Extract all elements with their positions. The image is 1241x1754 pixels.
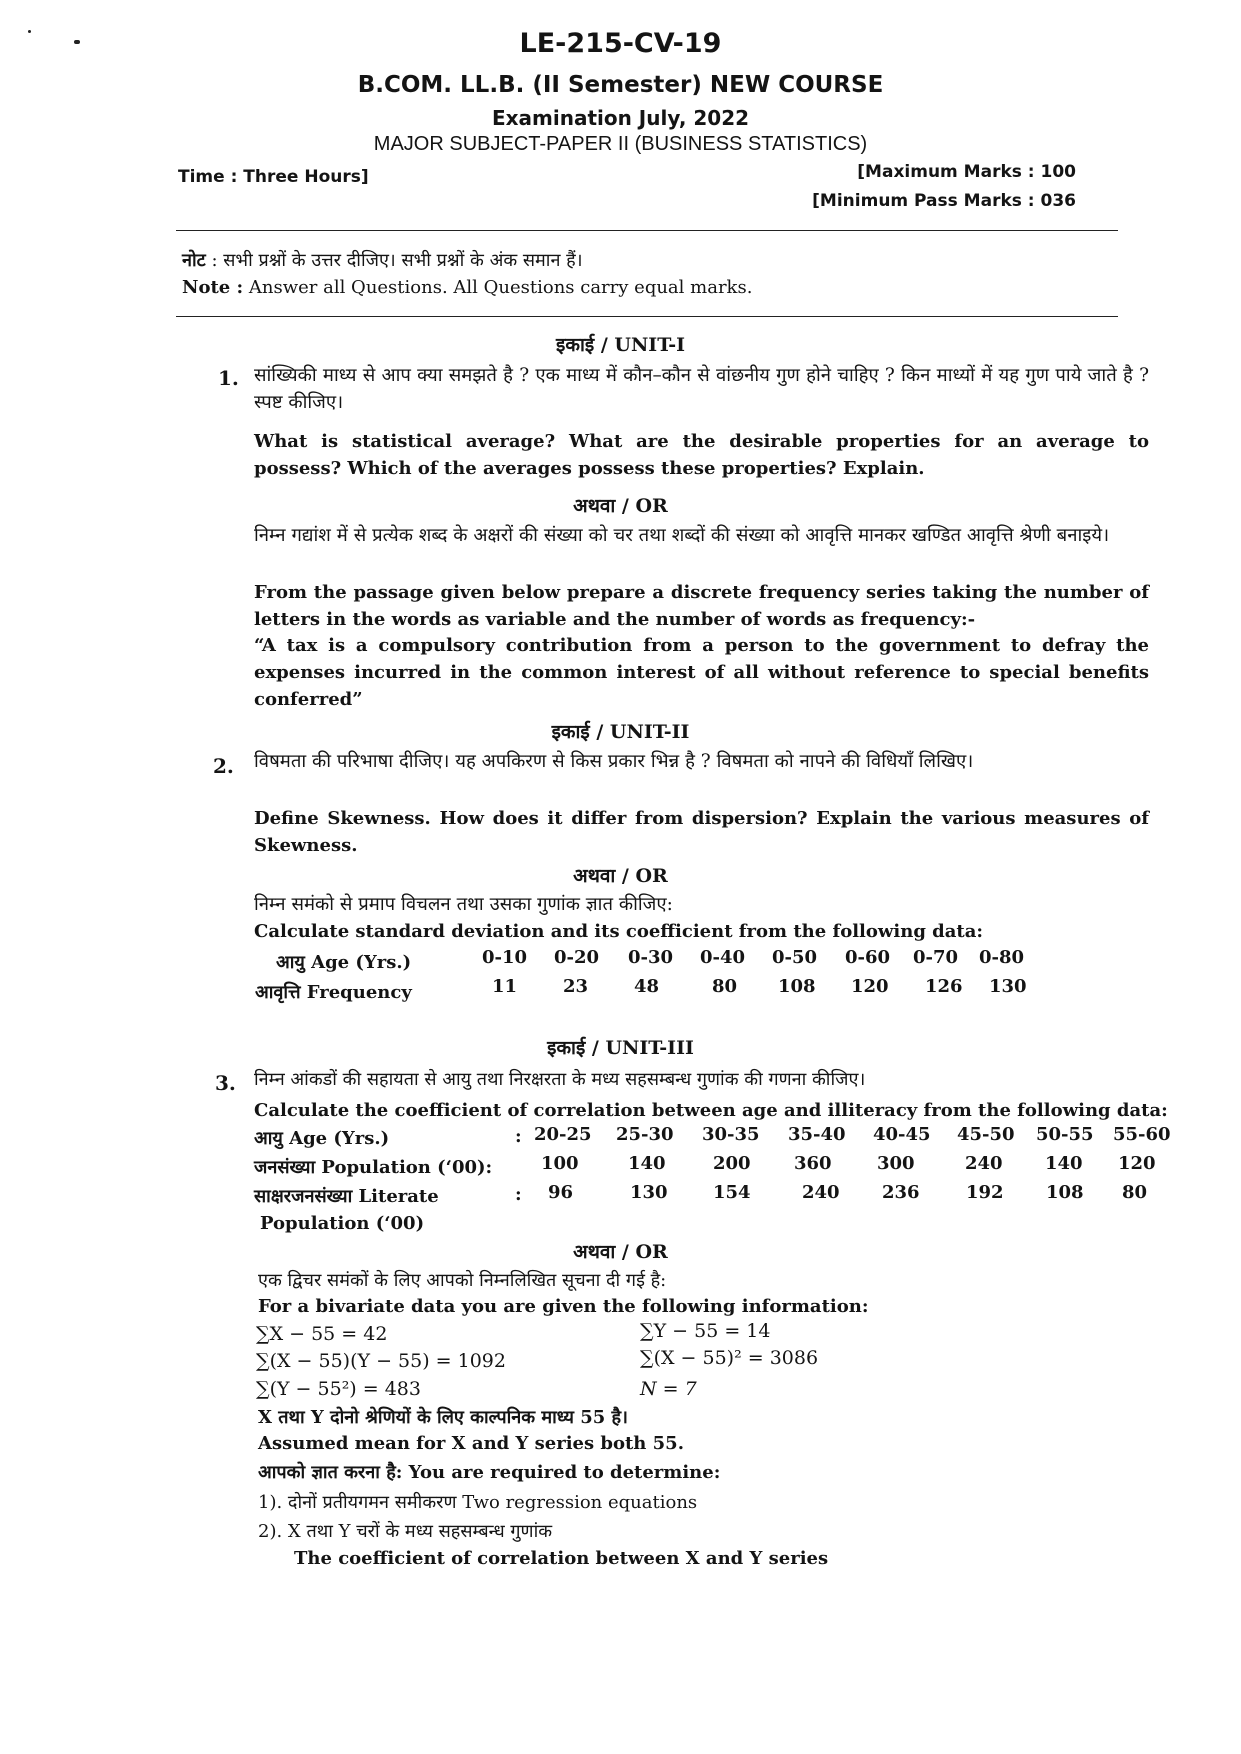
q3-age-cell: 45-50 (957, 1124, 1015, 1145)
or-label: अथवा / OR (573, 1241, 668, 1263)
q3-literate-label-cont: Population (‘00) (260, 1213, 425, 1234)
q2-frequency-cell: 108 (778, 976, 816, 997)
question-2-english: Define Skewness. How does it differ from dispersion? Explain the various measures of Skewness. (254, 808, 1149, 856)
question-3-english: Calculate the coefficient of correlation between age and illiteracy from the following data: (254, 1100, 1168, 1121)
equation-sum-xy: ∑(X − 55)(Y − 55) = 1092 (256, 1350, 506, 1372)
q3-population-cell: 100 (541, 1153, 579, 1174)
question-3-hindi: निम्न आंकडों की सहायता से आयु तथा निरक्षरता के मध्य सहसम्बन्ध गुणांक की गणना कीजिए। (254, 1069, 866, 1090)
unit-2-label: इकाई / UNIT-II (551, 721, 690, 743)
q2-age-cell: 0-10 (482, 947, 528, 968)
q3-population-cell: 300 (877, 1153, 915, 1174)
q3-age-cell: 50-55 (1036, 1124, 1094, 1145)
q3-population-cell: 360 (794, 1153, 832, 1174)
q3-literate-cell: 80 (1122, 1182, 1148, 1203)
q3-age-cell: 20-25 (534, 1124, 592, 1145)
subject-title: MAJOR SUBJECT-PAPER II (BUSINESS STATISTICS) (373, 133, 868, 155)
note-english-label: Note : (182, 277, 244, 298)
divider-bottom (176, 316, 1118, 317)
q3-population-cell: 240 (965, 1153, 1003, 1174)
q3-literate-cell: 192 (966, 1182, 1004, 1203)
q2-age-cell: 0-40 (700, 947, 746, 968)
question-1-or-english: From the passage given below prepare a discrete frequency series taking the number of letters in the words as variable and the number of words as frequency:- (254, 582, 1149, 630)
minimum-pass-marks: [Minimum Pass Marks : 036 (812, 191, 1076, 211)
assumed-mean-hindi: X तथा Y दोनो श्रेणियों के लिए काल्पनिक माध्य 55 है। (258, 1407, 628, 1428)
q2-age-cell: 0-70 (913, 947, 959, 968)
or-label: अथवा / OR (573, 865, 668, 887)
q2-frequency-cell: 11 (492, 976, 518, 997)
q3-literate-cell: 154 (713, 1182, 751, 1203)
question-2-or-hindi: निम्न समंको से प्रमाप विचलन तथा उसका गुणांक ज्ञात कीजिए: (254, 894, 673, 915)
q3-age-colon: : (515, 1126, 522, 1147)
note-english-text: Answer all Questions. All Questions carry equal marks. (248, 277, 753, 298)
q2-age-cell: 0-20 (554, 947, 600, 968)
q2-frequency-cell: 126 (925, 976, 963, 997)
q3-literate-cell: 236 (882, 1182, 920, 1203)
unit-3-label: इकाई / UNIT-III (547, 1037, 694, 1059)
q3-age-cell: 40-45 (873, 1124, 931, 1145)
q3-age-cell: 25-30 (616, 1124, 674, 1145)
unit-2-heading (0, 718, 1241, 744)
paper-code: LE-215-CV-19 (519, 28, 722, 59)
q3-population-cell: 200 (713, 1153, 751, 1174)
q2-frequency-label: आवृत्ति Frequency (255, 982, 412, 1003)
q2-frequency-cell: 80 (712, 976, 738, 997)
q3-literate-cell: 240 (802, 1182, 840, 1203)
q2-age-cell: 0-60 (845, 947, 891, 968)
q2-age-cell: 0-30 (628, 947, 674, 968)
note-hindi (182, 248, 583, 272)
q2-frequency-cell: 130 (989, 976, 1027, 997)
question-3-or-english: For a bivariate data you are given the following information: (258, 1296, 869, 1317)
or-label: अथवा / OR (573, 495, 668, 517)
q3-literate-colon: : (515, 1184, 522, 1205)
time-allowed: Time : Three Hours] (178, 167, 369, 187)
q3-population-cell: 120 (1118, 1153, 1156, 1174)
course-title: B.COM. LL.B. (II Semester) NEW COURSE (357, 72, 884, 98)
question-3-or (0, 1238, 1241, 1264)
divider-top (176, 230, 1118, 231)
question-1-number: 1. (218, 366, 239, 390)
question-2-or (0, 862, 1241, 888)
question-2-number: 2. (213, 754, 234, 778)
equation-sum-x: ∑X − 55 = 42 (256, 1323, 388, 1345)
question-3-or-hindi: एक द्विचर समंकों के लिए आपको निम्नलिखित सूचना दी गई है: (258, 1270, 667, 1291)
q3-literate-cell: 96 (548, 1182, 574, 1203)
assumed-mean-english: Assumed mean for X and Y series both 55. (258, 1433, 684, 1454)
q3-age-cell: 55-60 (1113, 1124, 1171, 1145)
exam-session: Examination July, 2022 (491, 106, 750, 130)
note-english (182, 277, 752, 298)
q2-age-cell: 0-50 (772, 947, 818, 968)
q3-age-cell: 35-40 (788, 1124, 846, 1145)
determine-item-2: 2). X तथा Y चरों के मध्य सहसम्बन्ध गुणांक (258, 1521, 553, 1542)
q3-literate-label: साक्षरजनसंख्या Literate (254, 1186, 439, 1207)
note-hindi-text: : सभी प्रश्नों के उत्तर दीजिए। सभी प्रश्नों के अंक समान हैं। (211, 250, 583, 271)
question-2-or-english: Calculate standard deviation and its coefficient from the following data: (254, 921, 984, 942)
unit-1-label: इकाई / UNIT-I (556, 334, 685, 356)
question-2-hindi: विषमता की परिभाषा दीजिए। यह अपकिरण से किस प्रकार भिन्न है ? विषमता को नापने की विधियाँ लिखिए। (254, 751, 974, 772)
determine-item-1: 1). दोनों प्रतीयगमन समीकरण Two regression equations (258, 1492, 698, 1513)
q3-age-label: आयु Age (Yrs.) (254, 1128, 390, 1149)
q2-frequency-cell: 120 (851, 976, 889, 997)
equation-sum-y-squared: ∑(Y − 55²) = 483 (256, 1378, 421, 1400)
q3-literate-cell: 130 (630, 1182, 668, 1203)
equation-sum-y: ∑Y − 55 = 14 (640, 1320, 771, 1342)
unit-3-heading (0, 1034, 1241, 1060)
question-1-hindi: सांख्यिकी माध्य से आप क्या समझते है ? एक माध्य में कौन–कौन से वांछनीय गुण होने चाहिए ? किन माध्यों में यह गुण पाये जाते है ? स्पष्ट कीजिए। (254, 365, 1149, 413)
question-3-number: 3. (215, 1071, 236, 1095)
determine-heading: आपको ज्ञात करना है: You are required to determine: (258, 1462, 721, 1483)
q3-population-cell: 140 (1045, 1153, 1083, 1174)
q2-age-label: आयु Age (Yrs.) (276, 952, 412, 973)
unit-1-heading (0, 331, 1241, 357)
question-1-or (0, 492, 1241, 518)
q3-population-label: जनसंख्या Population (‘00): (254, 1157, 493, 1178)
q3-population-cell: 140 (628, 1153, 666, 1174)
note-hindi-label: नोट (182, 250, 206, 271)
maximum-marks: [Maximum Marks : 100 (857, 162, 1076, 182)
question-1-passage: “A tax is a compulsory contribution from a person to the government to defray the expenses incurred in the common interest of all without reference to special benefits conferred” (254, 635, 1149, 710)
q3-literate-cell: 108 (1046, 1182, 1084, 1203)
q2-age-cell: 0-80 (979, 947, 1025, 968)
q3-age-cell: 30-35 (702, 1124, 760, 1145)
equation-sum-x-squared: ∑(X − 55)² = 3086 (640, 1347, 819, 1369)
q2-frequency-cell: 48 (634, 976, 660, 997)
question-1-english: What is statistical average? What are the desirable properties for an average to possess? Which of the averages possess these properties? Explain. (254, 431, 1149, 479)
determine-item-2-english: The coefficient of correlation between X and Y series (294, 1548, 829, 1569)
equation-n: N = 7 (640, 1378, 697, 1400)
question-1-or-hindi: निम्न गद्यांश में से प्रत्येक शब्द के अक्षरों की संख्या को चर तथा शब्दों की संख्या को आवृत्ति मानकर खण्डित आवृत्ति श्रेणी बनाइये। (254, 525, 1110, 546)
q2-frequency-cell: 23 (563, 976, 589, 997)
